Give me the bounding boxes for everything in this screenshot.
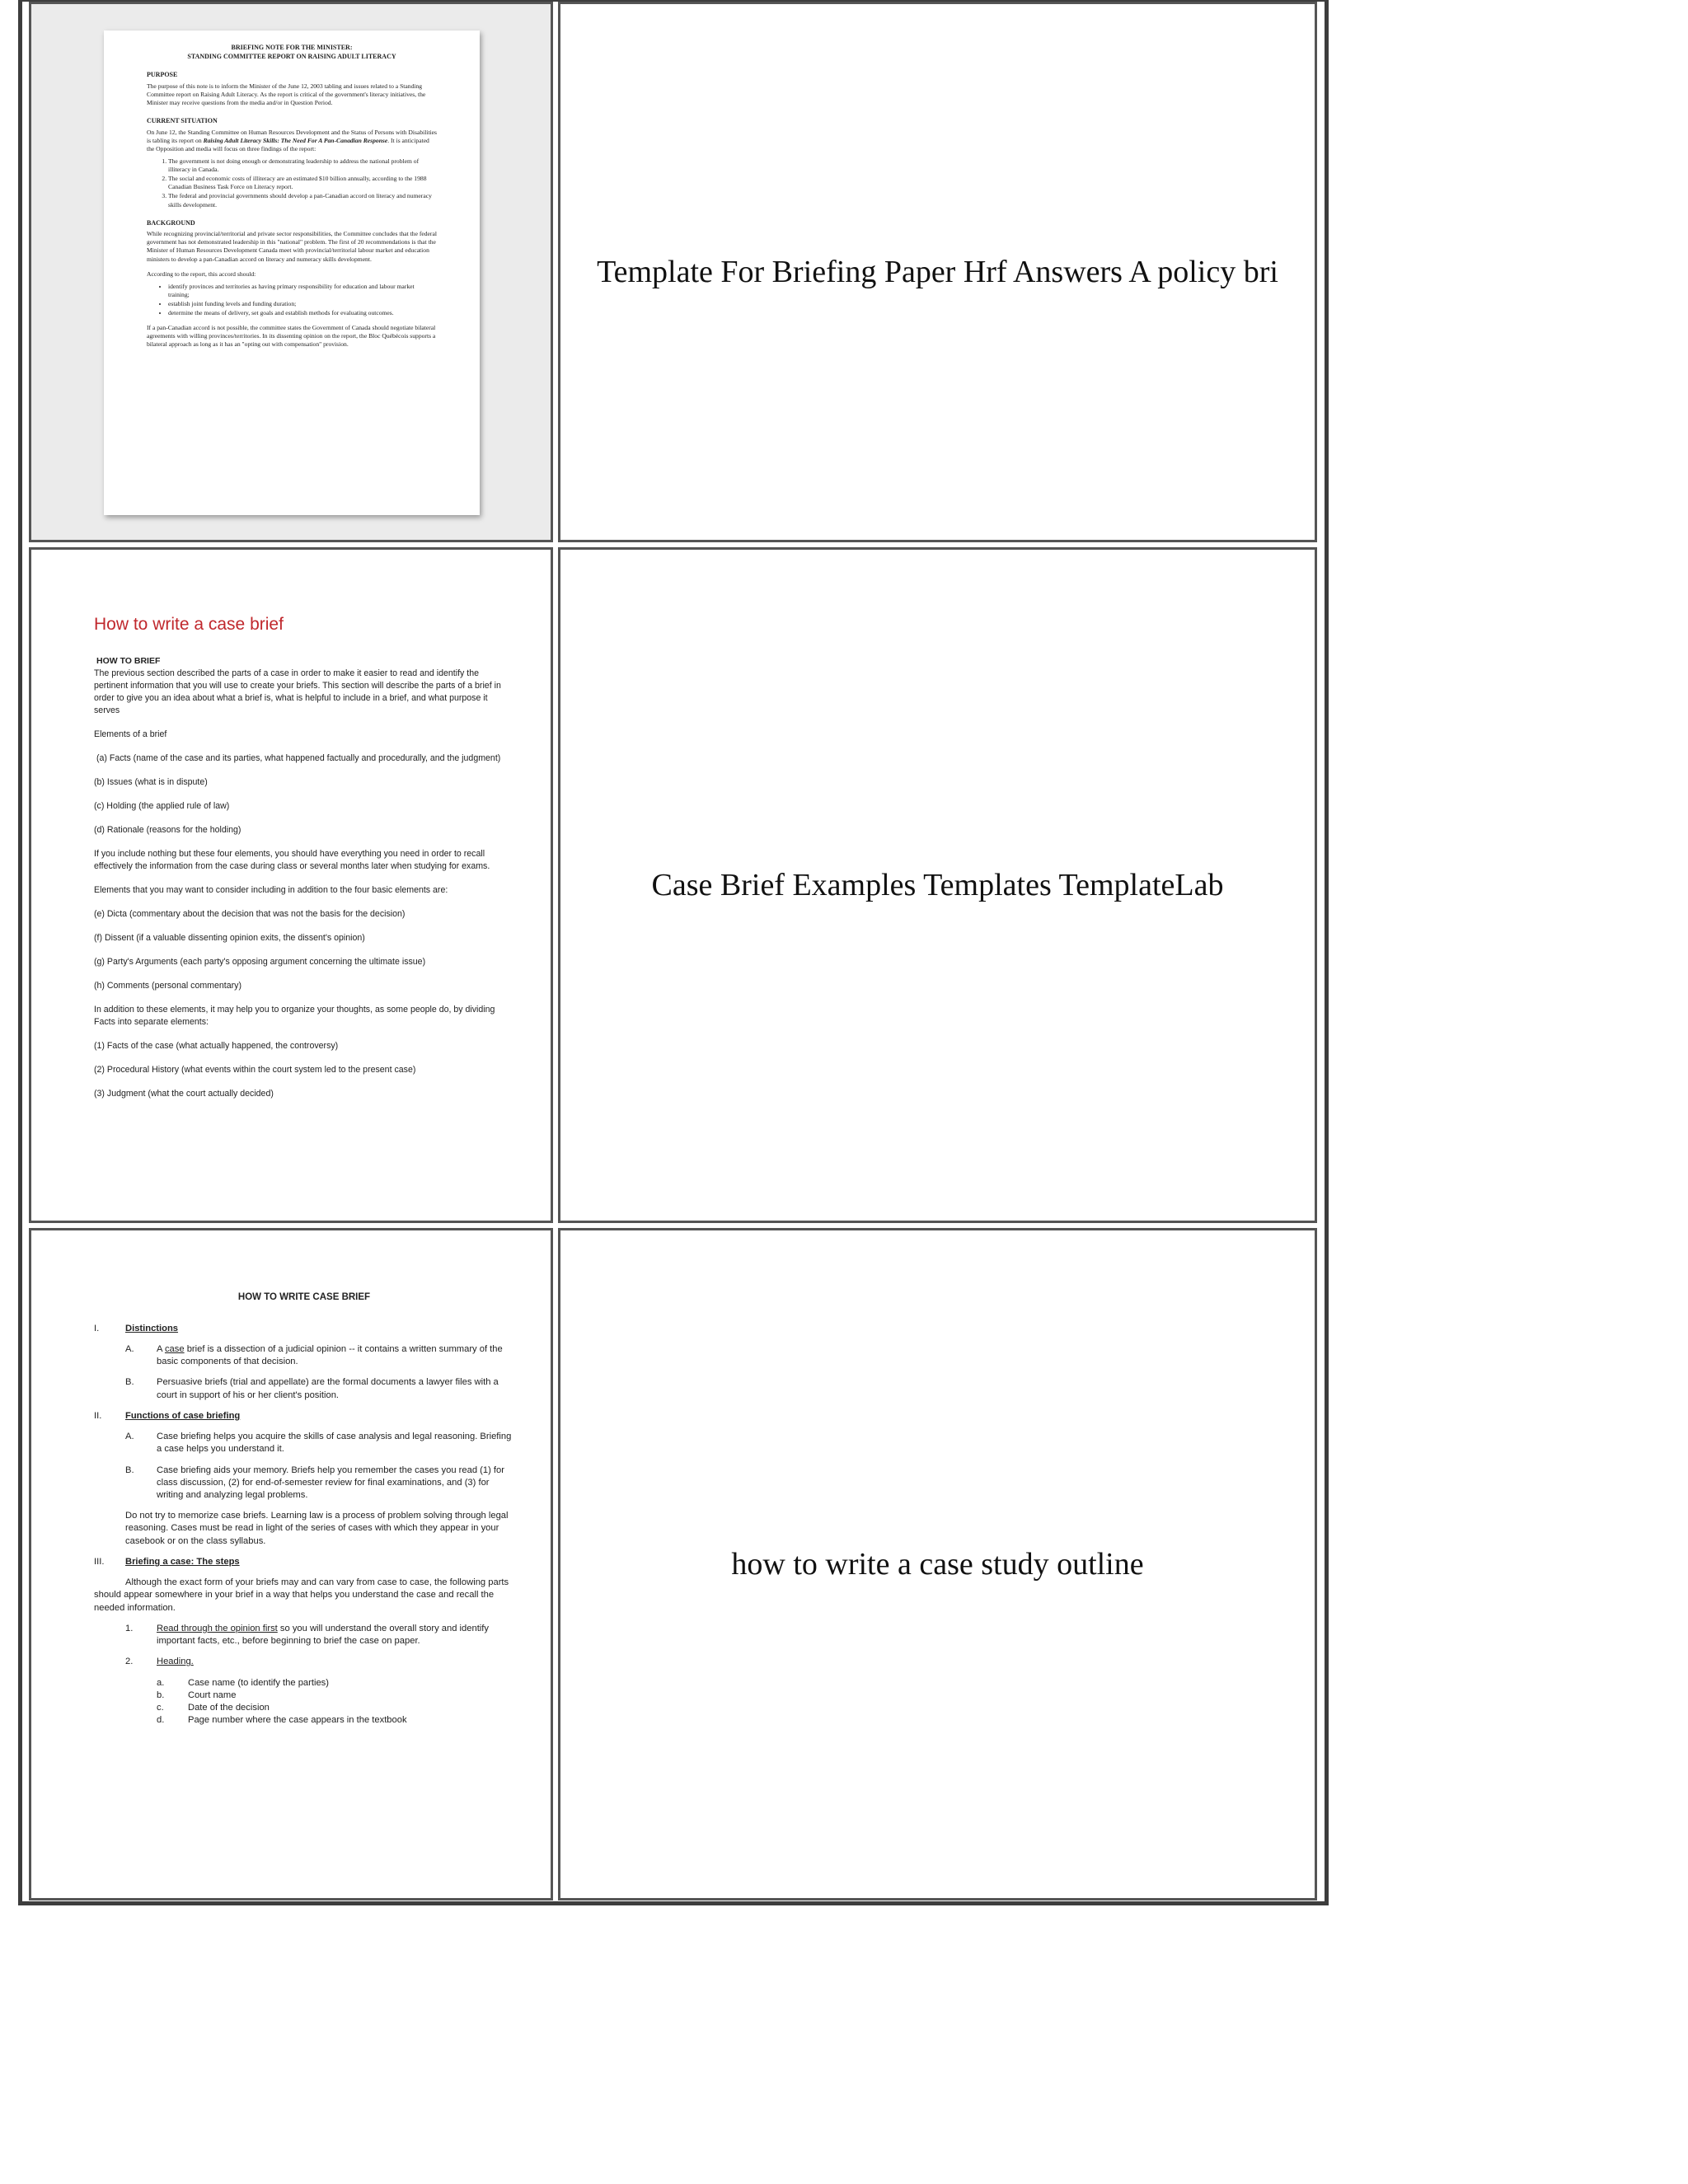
outline-item <box>94 1623 514 1647</box>
outline-section <box>94 1323 514 1335</box>
doc-paragraph: (f) Dissent (if a valuable dissenting opinion exits, the dissent's opinion) <box>94 933 365 944</box>
outline-text: Case name (to identify the parties) <box>188 1677 330 1688</box>
outline-item <box>94 1376 514 1401</box>
outline-item <box>94 1343 514 1368</box>
doc-paragraph: (3) Judgment (what the court actually decided) <box>94 1089 274 1099</box>
doc-paragraph: (e) Dicta (commentary about the decision that was not the basis for the decision) <box>94 909 406 920</box>
doc-paragraph: (g) Party's Arguments (each party's opposing argument concerning the ultimate issue) <box>94 957 426 968</box>
doc-title: How to write a case brief <box>94 615 284 634</box>
outline-text: Case briefing helps you acquire the skills of case analysis and legal reasoning. Briefing a case helps you understand it. <box>157 1432 512 1455</box>
outline-number: A. <box>125 1432 134 1442</box>
doc-text: . It is anticipated the Opposition and media will focus on three findings of the report: <box>147 136 429 152</box>
outline-title: Briefing a case: The steps <box>125 1556 240 1567</box>
doc-paragraph: (d) Rationale (reasons for the holding) <box>94 824 241 835</box>
doc-title-line: BRIEFING NOTE FOR THE MINISTER: <box>231 44 353 51</box>
doc-paragraph: (h) Comments (personal commentary) <box>94 981 241 991</box>
doc-title <box>147 44 437 61</box>
outline-text <box>157 1343 514 1368</box>
doc-paragraph: While recognizing provincial/territorial and private sector responsibilities, the Committee concludes that the federal government has not demonstrated leadership in this "national" problem. The first of 20 recommendations is that the Minister of Human Resources Development Canada meet with provincial/territorial labour market and education ministers to develop a pan-Canadian accord on literacy and numeracy skills development. <box>147 230 437 263</box>
doc-paragraph: In addition to these elements, it may help you to organize your thoughts, as some people do, by dividing Facts into separate elements: <box>94 1005 495 1028</box>
outline-text: Court name <box>188 1690 237 1700</box>
outline-section <box>94 1410 514 1422</box>
thumbnail-case-brief-outline[interactable] <box>29 1228 553 1900</box>
outline-number: B. <box>125 1465 134 1475</box>
outline-item <box>94 1656 514 1668</box>
image-caption[interactable]: Template For Briefing Paper Hrf Answers A policy bri <box>597 255 1278 289</box>
doc-heading: BACKGROUND <box>147 218 195 227</box>
thumbnail-briefing-note[interactable] <box>29 2 553 542</box>
list-item: • determine the means of delivery, set goals and establish methods for evaluating outcomes. <box>168 309 437 317</box>
outline-intro: Although the exact form of your briefs may and can vary from case to case, the following parts should appear somewhere in your brief in a way that helps you understand the case and recall the needed information. <box>94 1577 509 1613</box>
doc-text: so you will understand the overall story and identify important facts, etc., before beginning to brief the case on paper. <box>157 1623 489 1647</box>
outline-number: b. <box>157 1690 165 1700</box>
image-caption[interactable]: Case Brief Examples Templates TemplateLab <box>651 868 1224 902</box>
outline-number: II. <box>94 1410 102 1421</box>
thumbnail-case-brief[interactable] <box>29 547 553 1223</box>
outline-text <box>157 1656 194 1668</box>
caption-cell[interactable] <box>558 547 1317 1223</box>
outline-section <box>94 1556 514 1568</box>
outline-item <box>94 1465 514 1502</box>
outline-subitem <box>94 1690 514 1702</box>
doc-paragraph: (1) Facts of the case (what actually happened, the controversy) <box>94 1041 339 1052</box>
outline-note: Do not try to memorize case briefs. Learning law is a process of problem solving through legal reasoning. Cases must be read in light of the series of cases with which they appear in your casebook or on the class syllabus. <box>125 1511 509 1546</box>
doc-link-text: Heading. <box>157 1657 194 1667</box>
list-item: • identify provinces and territories as having primary responsibility for education and labour market training; <box>168 283 437 299</box>
doc-heading: CURRENT SITUATION <box>147 117 218 125</box>
caption-cell[interactable] <box>558 2 1317 542</box>
outline-text: Date of the decision <box>188 1703 270 1713</box>
doc-report-title: Raising Adult Literacy Skills: The Need For A Pan-Canadian Response <box>203 136 388 144</box>
doc-numbered-list <box>147 157 437 209</box>
outline-number: I. <box>94 1323 100 1333</box>
outline-number: a. <box>157 1677 165 1688</box>
list-item: 1. The government is not doing enough or demonstrating leadership to address the national problem of illiteracy in Canada. <box>168 157 437 174</box>
doc-text: On June 12, the Standing Committee on Human Resources Development and the Status of Persons with Disabilities is tabling its report on <box>147 128 438 144</box>
outline-number: III. <box>94 1556 105 1567</box>
outline-number: c. <box>157 1703 164 1713</box>
outline-text: Case briefing aids your memory. Briefs help you remember the cases you read (1) for class discussion, (2) for end-of-semester review for final examinations, and (3) for writing and analyzing legal problems. <box>157 1465 504 1500</box>
outline-subitem <box>94 1677 514 1690</box>
outline-item <box>94 1431 514 1455</box>
doc-paragraph: The purpose of this note is to inform the Minister of the June 12, 2003 tabling and issues related to a Standing Committee report on Raising Adult Literacy. As the report is critical of the government's literacy initiatives, the Minister may receive questions from the media and/or in Question Period. <box>147 82 426 107</box>
outline-subitem <box>94 1714 514 1727</box>
doc-paragraph: If you include nothing but these four elements, you should have everything you need in order to recall effectively the information from the case during class or several months later when studying for exams. <box>94 849 490 872</box>
outline-number: A. <box>125 1343 134 1354</box>
doc-paragraph: Elements that you may want to consider including in addition to the four basic elements are: <box>94 885 448 896</box>
doc-paragraph: (2) Procedural History (what events within the court system led to the present case) <box>94 1065 416 1076</box>
outline-text: Page number where the case appears in the textbook <box>188 1715 407 1726</box>
outline-text: Persuasive briefs (trial and appellate) are the formal documents a lawyer files with a court in support of his or her client's position. <box>157 1377 499 1400</box>
document-page <box>104 30 480 515</box>
doc-paragraph: Elements of a brief <box>94 729 167 739</box>
outline-number: d. <box>157 1715 165 1726</box>
outline-title: Distinctions <box>125 1323 179 1333</box>
document-page <box>94 612 514 1112</box>
list-item: 2. The social and economic costs of illiteracy are an estimated $10 billion annually, according to the 1988 Canadian Business Task Force on Literacy report. <box>168 175 437 191</box>
list-item: 3. The federal and provincial governments should develop a pan-Canadian accord on literacy and numeracy skills development. <box>168 192 437 209</box>
outline-number: B. <box>125 1377 134 1388</box>
doc-text: A <box>157 1343 165 1354</box>
doc-paragraph: The previous section described the parts of a case in order to make it easier to read and identify the pertinent information that you will use to create your briefs. This section will describe the parts of a brief in order to give you an idea about what a brief is, what is helpful to include in a brief, and what purpose it serves <box>94 668 501 715</box>
image-caption[interactable]: how to write a case study outline <box>731 1547 1144 1582</box>
outline-subitem <box>94 1702 514 1714</box>
doc-paragraph: If a pan-Canadian accord is not possible, the committee states the Government of Canada should negotiate bilateral agreements with willing provinces/territories. In its dissenting opinion on the report, the Bloc Québécois supports a bilateral approach as long as it has an "opting out with compensation" provision. <box>147 324 436 349</box>
doc-bullet-list <box>147 283 437 317</box>
doc-paragraph: (c) Holding (the applied rule of law) <box>94 800 230 811</box>
doc-subheading: HOW TO BRIEF <box>96 655 161 666</box>
doc-link-text: Read through the opinion first <box>157 1623 278 1633</box>
outline-number: 1. <box>125 1623 134 1633</box>
doc-title: HOW TO WRITE CASE BRIEF <box>237 1292 371 1302</box>
image-gallery <box>18 0 1329 1905</box>
outline-number: 2. <box>125 1657 134 1667</box>
doc-paragraph: According to the report, this accord should: <box>147 269 256 278</box>
document-page <box>94 1291 514 1727</box>
doc-heading: PURPOSE <box>147 71 178 79</box>
doc-link-text: case <box>164 1343 185 1354</box>
doc-paragraph: (b) Issues (what is in dispute) <box>94 776 208 787</box>
caption-cell[interactable] <box>558 1228 1317 1900</box>
doc-paragraph <box>147 129 437 153</box>
outline-title: Functions of case briefing <box>125 1410 241 1421</box>
list-item: • establish joint funding levels and funding duration; <box>168 300 437 308</box>
doc-text: brief is a dissection of a judicial opinion -- it contains a written summary of the basic components of that decision. <box>157 1343 503 1367</box>
outline-text <box>157 1623 514 1647</box>
doc-title-line: STANDING COMMITTEE REPORT ON RAISING ADULT LITERACY <box>187 52 396 60</box>
doc-paragraph: (a) Facts (name of the case and its parties, what happened factually and procedurally, and the judgment) <box>94 752 501 763</box>
